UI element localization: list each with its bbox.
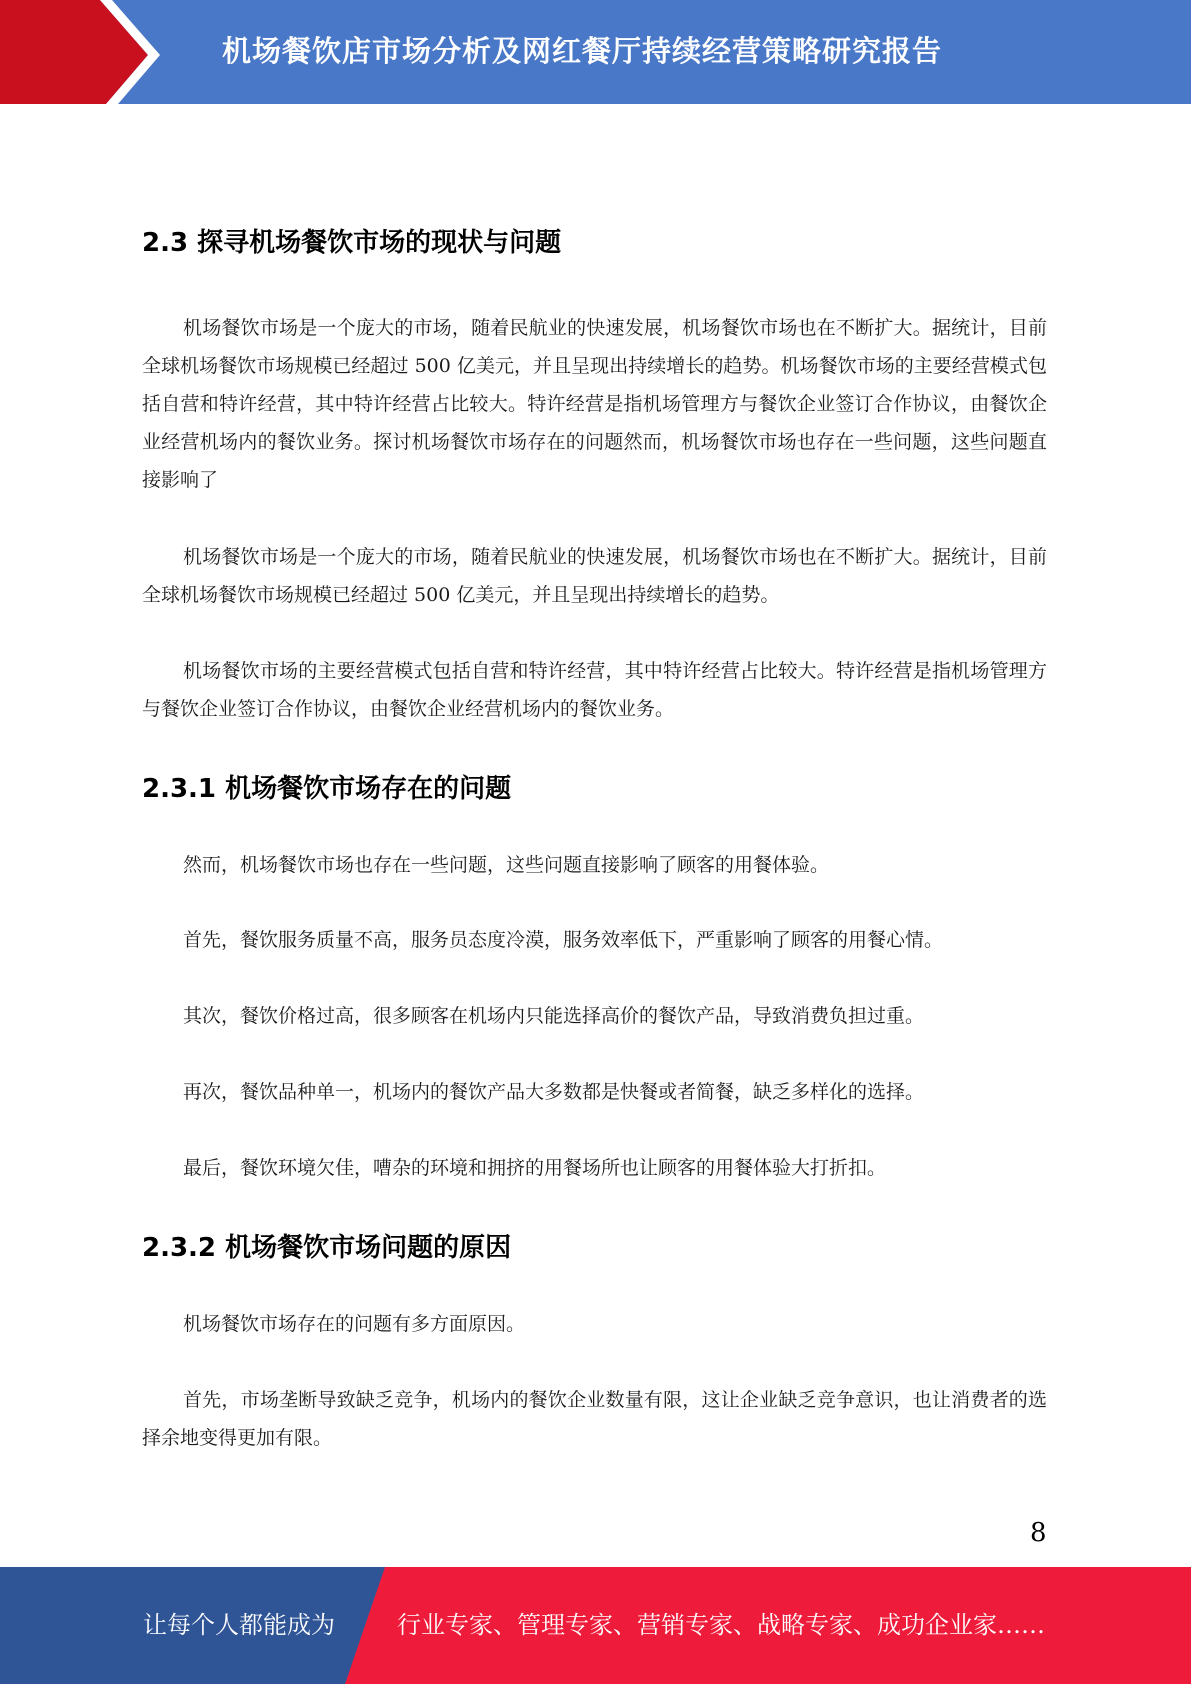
paragraph: 其次，餐饮价格过高，很多顾客在机场内只能选择高价的餐饮产品，导致消费负担过重。 <box>183 1005 925 1027</box>
paragraph: 最后，餐饮环境欠佳，嘈杂的环境和拥挤的用餐场所也让顾客的用餐体验大打折扣。 <box>183 1157 887 1179</box>
footer-banner <box>0 1567 1191 1684</box>
paragraph: 机场餐饮市场是一个庞大的市场，随着民航业的快速发展，机场餐饮市场也在不断扩大。据统计，目前全球机场餐饮市场规模已经超过 500 亿美元，并且呈现出持续增长的趋势。机场餐饮市场的主要经营模式包括自营和特许经营，其中特许经营占比较大。特许经营是指机场管理方与餐饮企业签订合作协议，由餐饮企业经营机场内的餐饮业务。探讨机场餐饮市场存在的问题然而，机场餐饮市场也存在一些问题，这些问题直接影响了 <box>142 317 1047 491</box>
footer-slogan-left: 让每个人都能成为 <box>143 1611 335 1639</box>
paragraph: 机场餐饮市场的主要经营模式包括自营和特许经营，其中特许经营占比较大。特许经营是指机场管理方与餐饮企业签订合作协议，由餐饮企业经营机场内的餐饮业务。 <box>142 660 1047 720</box>
report-title: 机场餐饮店市场分析及网红餐厅持续经营策略研究报告 <box>222 34 943 68</box>
footer-slogan-right: 行业专家、管理专家、营销专家、战略专家、成功企业家…… <box>397 1611 1045 1639</box>
paragraph: 首先，餐饮服务质量不高，服务员态度冷漠，服务效率低下，严重影响了顾客的用餐心情。 <box>183 929 944 951</box>
paragraph: 机场餐饮市场存在的问题有多方面原因。 <box>183 1313 526 1335</box>
header-banner <box>0 0 1191 111</box>
paragraph: 再次，餐饮品种单一，机场内的餐饮产品大多数都是快餐或者简餐，缺乏多样化的选择。 <box>183 1081 925 1103</box>
paragraph: 然而，机场餐饮市场也存在一些问题，这些问题直接影响了顾客的用餐体验。 <box>183 854 830 876</box>
page-number: 8 <box>1030 1518 1047 1548</box>
header-divider <box>0 104 1191 111</box>
subsection-heading: 2.3.2 机场餐饮市场问题的原因 <box>142 1233 512 1263</box>
paragraph: 首先，市场垄断导致缺乏竞争，机场内的餐饮企业数量有限，这让企业缺乏竞争意识，也让消费者的选择余地变得更加有限。 <box>142 1389 1047 1449</box>
subsection-heading: 2.3.1 机场餐饮市场存在的问题 <box>142 774 512 804</box>
section-heading: 2.3 探寻机场餐饮市场的现状与问题 <box>142 228 562 258</box>
paragraph: 机场餐饮市场是一个庞大的市场，随着民航业的快速发展，机场餐饮市场也在不断扩大。据统计，目前全球机场餐饮市场规模已经超过 500 亿美元，并且呈现出持续增长的趋势。 <box>142 546 1047 606</box>
